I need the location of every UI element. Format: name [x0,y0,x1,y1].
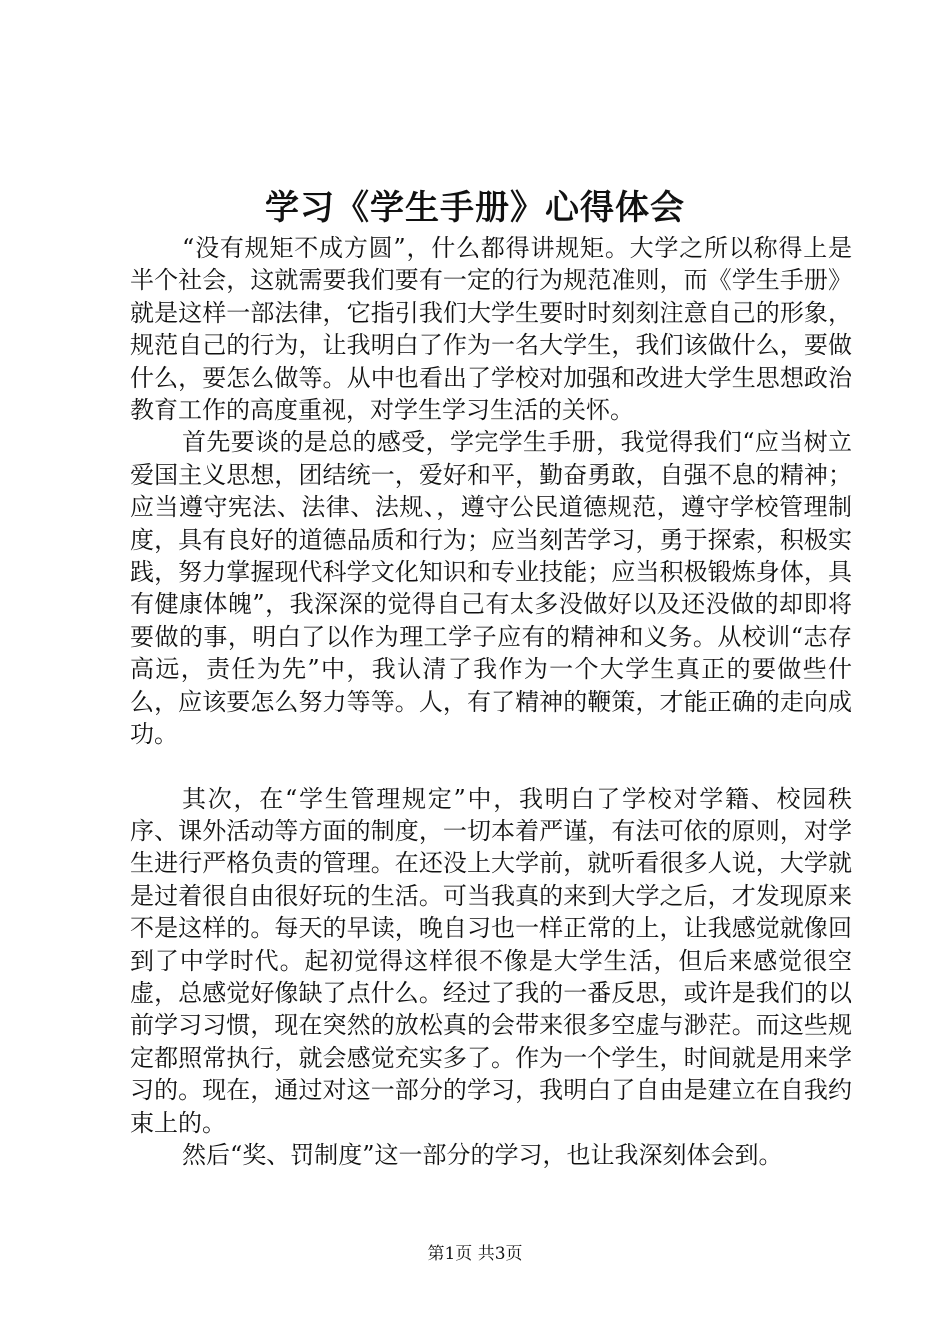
paragraph-2: 首先要谈的是总的感受，学完学生手册，我觉得我们“应当树立爱国主义思想，团结统一，爱好和平，勤奋勇敢，自强不息的精神；应当遵守宪法、法律、法规、，遵守公民道德规范，遵守学校管理制度，具有良好的道德品质和行为；应当刻苦学习，勇于探索，积极实践，努力掌握现代科学文化知识和专业技能；应当积极锻炼身体，具有健康体魄”，我深深的觉得自己有太多没做好以及还没做的却即将要做的事，明白了以作为理工学子应有的精神和义务。从校训“志存高远，责任为先”中，我认清了我作为一个大学生真正的要做些什么，应该要怎么努力等等。人，有了精神的鞭策，才能正确的走向成功。 [130,428,852,749]
paragraph-4: 然后“奖、罚制度”这一部分的学习，也让我深刻体会到。 [182,1140,783,1169]
page-indicator: 第1页 共3页 [427,1244,523,1264]
document-title: 学习《学生手册》心得体会 [265,188,685,228]
document-body [130,232,852,1171]
paragraph-1: “没有规矩不成方圆”，什么都得讲规矩。大学之所以称得上是半个社会，这就需要我们要有一定的行为规范准则，而《学生手册》就是这样一部法律，它指引我们大学生要时时刻刻注意自己的形象，规范自己的行为，让我明白了作为一名大学生，我们该做什么，要做什么，要怎么做等。从中也看出了学校对加强和改进大学生思想政治教育工作的高度重视，对学生学习生活的关怀。 [130,234,852,425]
page-footer [0,1243,950,1265]
paragraph-3: 其次，在“学生管理规定”中，我明白了学校对学籍、校园秩序、课外活动等方面的制度，一切本着严谨，有法可依的原则，对学生进行严格负责的管理。在还没上大学前，就听看很多人说，大学就是过着很自由很好玩的生活。可当我真的来到大学之后，才发现原来不是这样的。每天的早读，晚自习也一样正常的上，让我感觉就像回到了中学时代。起初觉得这样很不像是大学生活，但后来感觉很空虚，总感觉好像缺了点什么。经过了我的一番反思，或许是我们的以前学习习惯，现在突然的放松真的会带来很多空虚与渺茫。而这些规定都照常执行，就会感觉充实多了。作为一个学生，时间就是用来学习的。现在，通过对这一部分的学习，我明白了自由是建立在自我约束上的。 [130,784,852,1137]
